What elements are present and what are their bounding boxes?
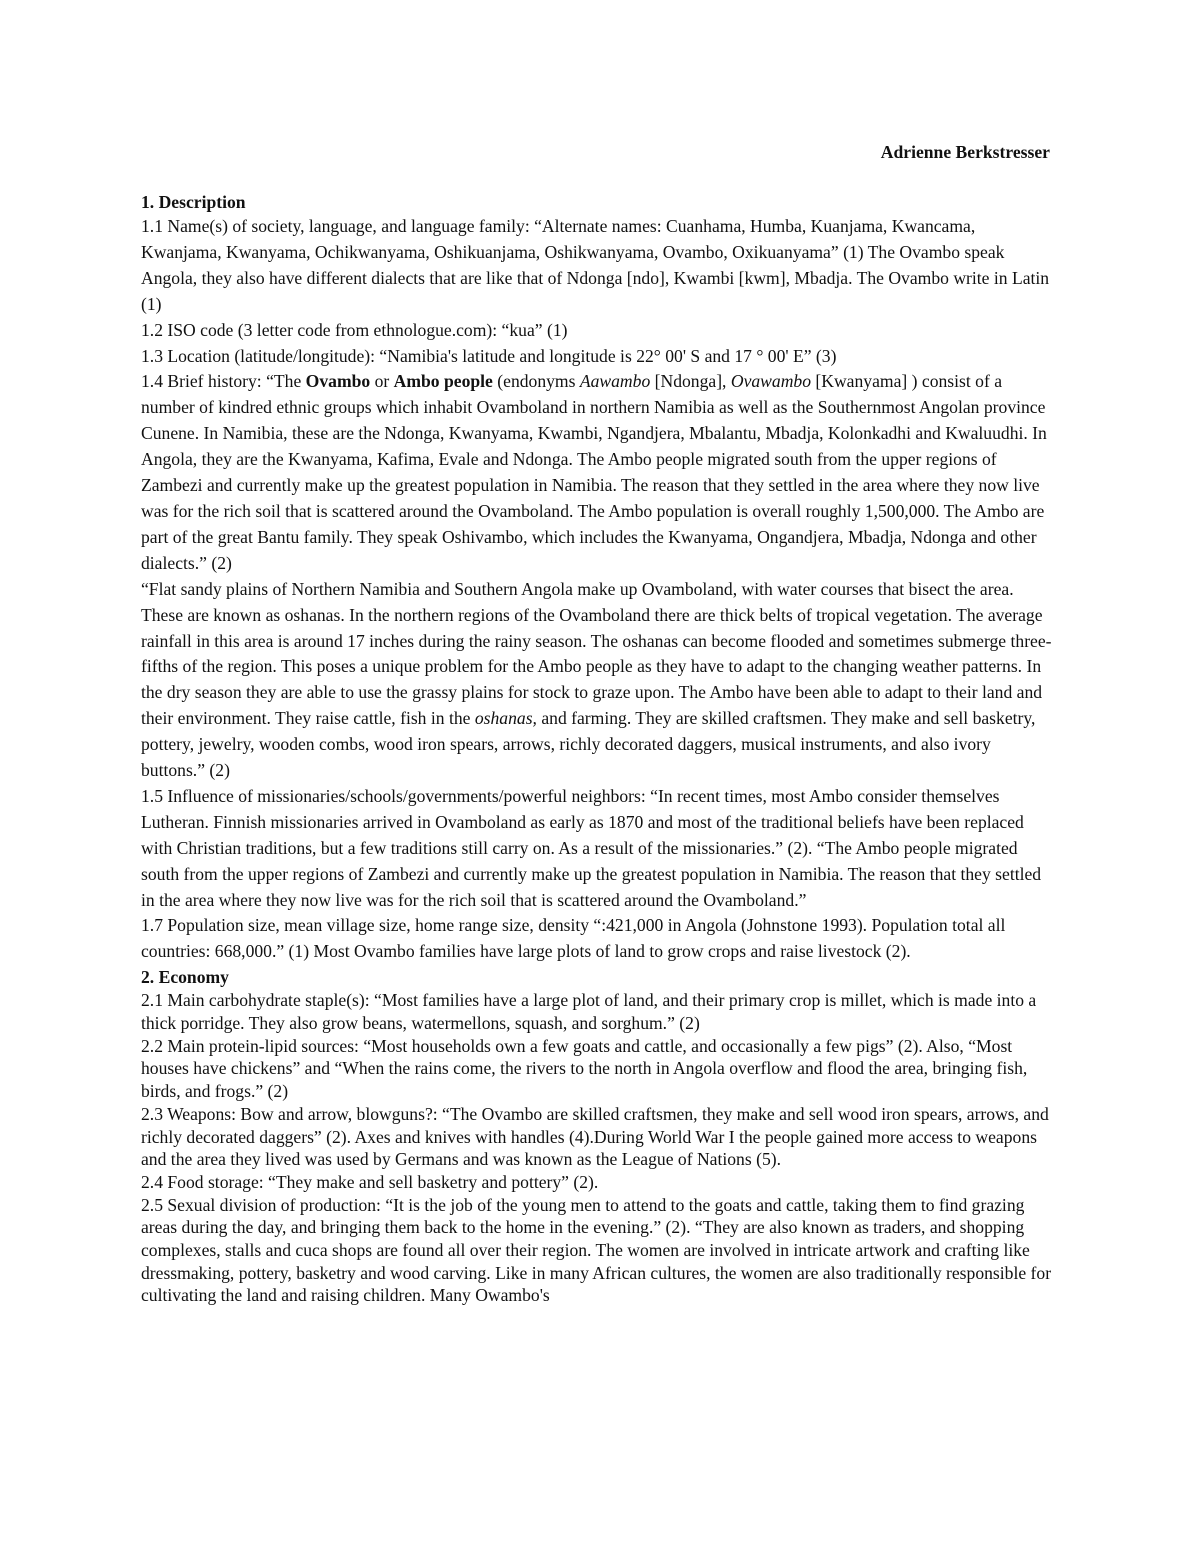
paragraph-2-2: 2.2 Main protein-lipid sources: “Most households own a few goats and cattle, and occasionally a few pigs” (2). Also, “Most houses have chickens” and “When the rains come, the rivers to the north in Angola overflow and flood the area, bringing fish, birds, and frogs.” (2) — [141, 1035, 1028, 1102]
text-run: [Ndonga], — [650, 371, 731, 392]
bold-term-ambo-people: Ambo people — [393, 371, 493, 392]
paragraph-2-5: 2.5 Sexual division of production: “It is the job of the young men to attend to the goats and cattle, taking them to find grazing areas during the day, and bringing them back to the home in the evening.” (2). “They are also known as traders, and shopping complexes, stalls and cuca shops are found all over their region. The women are involved in intricate artwork and crafting like dressmaking, pottery, basketry and wood carving. Like in many African cultures, the women are also traditionally responsible for cultivating the land and raising children. Many Owambo's — [141, 1194, 1052, 1306]
paragraph-1-5: 1.5 Influence of missionaries/schools/governments/powerful neighbors: “In recent times, most Ambo consider themselves Lutheran. Finnish missionaries arrived in Ovamboland as early as 1870 and most of the traditional beliefs have been replaced with Christian traditions, but a few traditions still carry on. As a result of the missionaries.” (2). “The Ambo people migrated south from the upper regions of Zambezi and currently make up the greatest population in Namibia. The reason that they settled in the area where they now live was for the rich soil that is scattered around the Ovamboland.” — [141, 785, 1042, 910]
paragraph-2-4: 2.4 Food storage: “They make and sell basketry and pottery” (2). — [141, 1171, 599, 1192]
text-run: 1.4 Brief history: “The — [141, 371, 306, 392]
paragraph-flat-sandy-plains — [141, 577, 1053, 784]
italic-term-ovawambo: Ovawambo — [730, 371, 812, 392]
author-name: Adrienne Berkstresser — [880, 142, 1050, 162]
italic-term-aawambo: Aawambo — [579, 371, 651, 392]
paragraph-1-1: 1.1 Name(s) of society, language, and language family: “Alternate names: Cuanhama, Humba, Kuanjama, Kwancama, Kwanjama, Kwanyama, Ochikwanyama, Oshikuanjama, Oshikwanyama, Ovambo, Oxikuanyama” (1) The Ovambo speak Angola, they also have different dialects that are like that of Ndonga [ndo], Kwambi [kwm], Mbadja. The Ovambo write in Latin (1) — [141, 216, 1050, 314]
document-body — [141, 190, 1053, 1307]
description-block — [141, 214, 1053, 965]
paragraph-2-3: 2.3 Weapons: Bow and arrow, blowguns?: “The Ovambo are skilled craftsmen, they make and sell wood iron spears, arrows, and richly decorated daggers” (2). Axes and knives with handles (4).During World War I the people gained more access to weapons and the area they lived was used by Germans and was known as the League of Nations (5). — [141, 1103, 1049, 1170]
section-heading-description: 1. Description — [141, 192, 246, 212]
paragraph-2-1: 2.1 Main carbohydrate staple(s): “Most families have a large plot of land, and their primary crop is millet, which is made into a thick porridge. They also grow beans, watermellons, squash, and sorghum.” (2) — [141, 990, 1037, 1033]
paragraph-1-3: 1.3 Location (latitude/longitude): “Namibia's latitude and longitude is 22° 00' S and 17 ° 00' E” (3) — [141, 345, 837, 366]
economy-block — [141, 989, 1053, 1307]
bold-term-ovambo: Ovambo — [305, 371, 371, 392]
section-heading-economy: 2. Economy — [141, 967, 229, 988]
paragraph-1-2: 1.2 ISO code (3 letter code from ethnologue.com): “kua” (1) — [141, 319, 568, 340]
text-run: “Flat sandy plains of Northern Namibia and Southern Angola make up Ovamboland, with water courses that bisect the area. These are known as oshanas. In the northern regions of the Ovamboland there are thick belts of tropical vegetation. The average rainfall in this area is around 17 inches during the rainy season. The oshanas can become flooded and sometimes submerge three-fifths of the region. This poses a unique problem for the Ambo people as they have to adapt to the changing weather patterns. In the dry season they are able to use the grassy plains for stock to graze upon. The Ambo have been able to adapt to their land and their environment. They raise cattle, fish in the — [141, 578, 1052, 729]
text-run: (endonyms — [492, 371, 580, 392]
paragraph-1-7: 1.7 Population size, mean village size, home range size, density “:421,000 in Angola (Johnstone 1993). Population total all countries: 668,000.” (1) Most Ovambo families have large plots of land to grow crops and raise livestock (2). — [141, 915, 1006, 962]
paragraph-1-4 — [141, 369, 1053, 576]
text-run: and farming. They are skilled craftsmen. They make and sell basketry, pottery, jewelry, wooden combs, wood iron spears, arrows, richly decorated daggers, musical instruments, and also ivory buttons.” (2) — [141, 708, 1036, 781]
text-run: [Kwanyama] ) consist of a number of kindred ethnic groups which inhabit Ovamboland in northern Namibia as well as the Southernmost Angolan province Cunene. In Namibia, these are the Ndonga, Kwanyama, Kwambi, Ngandjera, Mbalantu, Mbadja, Kolonkadhi and Kwaluudhi. In Angola, they are the Kwanyama, Kafima, Evale and Ndonga. The Ambo people migrated south from the upper regions of Zambezi and currently make up the greatest population in Namibia. The reason that they settled in the area where they now live was for the rich soil that is scattered around the Ovamboland. The Ambo population is overall roughly 1,500,000. The Ambo are part of the great Bantu family. They speak Oshivambo, which includes the Kwanyama, Ongandjera, Mbadja, Ndonga and other dialects.” (2) — [141, 371, 1047, 573]
text-run: or — [370, 371, 394, 392]
italic-term-oshanas: oshanas, — [474, 708, 537, 729]
